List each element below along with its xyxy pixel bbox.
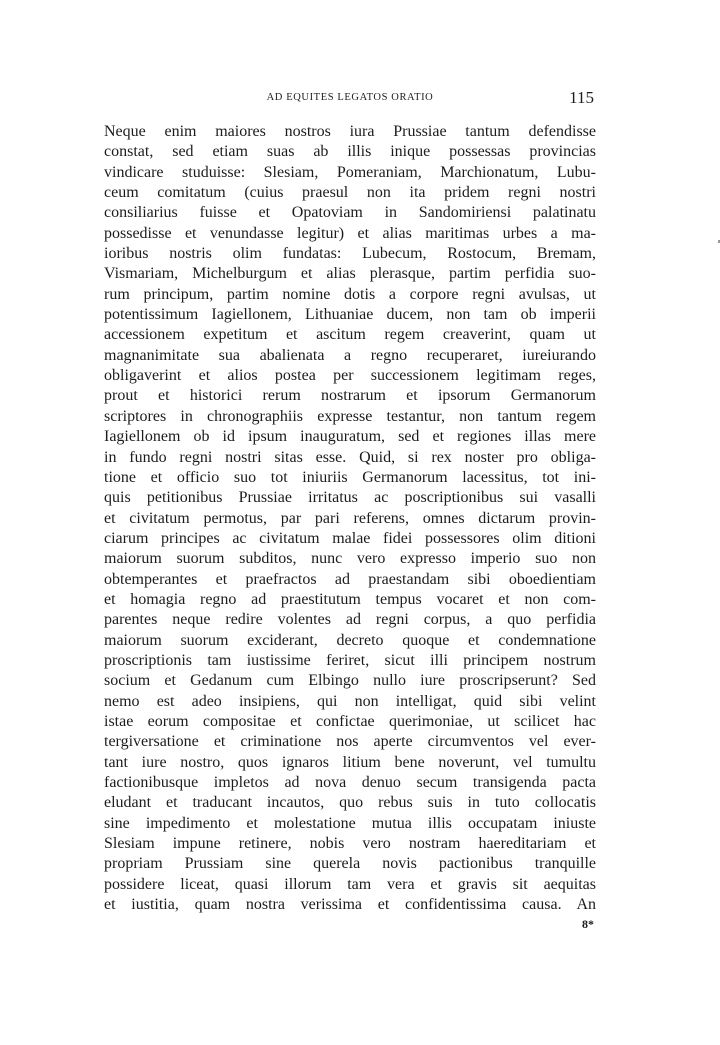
text-line: constat, sed etiam suas ab illis inique possessas provincias	[104, 143, 596, 161]
text-line: scriptores in chronographiis expresse testantur, non tantum regem	[104, 407, 596, 425]
text-line: rum principum, partim nomine dotis a corpore regni avulsas, ut	[104, 285, 596, 303]
text-line: ceum comitatum (cuius praesul non ita pridem regni nostri	[104, 184, 596, 202]
text-line: eludant et traducant incautos, quo rebus suis in tuto collocatis	[104, 794, 596, 812]
text-line: maiorum suorum subditos, nunc vero expresso imperio suo non	[104, 550, 596, 568]
text-line: magnanimitate sua abalienata a regno recuperaret, iureiurando	[104, 346, 596, 364]
text-line: et iustitia, quam nostra verissima et confidentissima causa. An	[104, 896, 596, 914]
text-line: et civitatum permotus, par pari referens, omnes dictarum provin-	[104, 509, 596, 527]
text-line: consiliarius fuisse et Opatoviam in Sandomiriensi palatinatu	[104, 204, 596, 222]
text-line: Iagiellonem ob id ipsum inauguratum, sed et regiones illas mere	[104, 428, 596, 446]
page-number: 115	[569, 88, 594, 107]
text-line: maiorum suorum exciderant, decreto quoque et condemnatione	[104, 631, 596, 649]
text-line: possedisse et venundasse legitur) et alias maritimas urbes a ma-	[104, 224, 596, 242]
running-title: AD EQUITES LEGATOS ORATIO	[266, 92, 434, 103]
text-line: Slesiam impune retinere, nobis vero nostram haereditariam et	[104, 835, 596, 853]
text-line: tione et officio suo tot iniuriis Germanorum lacessitus, tot ini-	[104, 468, 596, 486]
text-line: quis petitionibus Prussiae irritatus ac poscriptionibus sui vasalli	[104, 489, 596, 507]
text-line: sine impedimento et molestatione mutua illis occupatam iniuste	[104, 814, 596, 832]
text-line: proscriptionis tam iustissime feriret, sicut illi principem nostrum	[104, 651, 596, 669]
text-line: accessionem expetitum et ascitum regem creaverint, quam ut	[104, 326, 596, 344]
text-line: Neque enim maiores nostros iura Prussiae tantum defendisse	[104, 123, 596, 140]
text-line: ciarum principes ac civitatum malae fidei possessores olim ditioni	[104, 529, 596, 547]
text-line: tant iure nostro, quos ignaros litium bene noverunt, vel tumultu	[104, 753, 596, 771]
signature-mark: 8*	[582, 917, 594, 931]
text-line: potentissimum Iagiellonem, Lithuaniae ducem, non tam ob imperii	[104, 306, 596, 324]
text-line: et homagia regno ad praestitutum tempus vocaret et non com-	[104, 590, 596, 608]
text-line: socium et Gedanum cum Elbingo nullo iure proscripserunt? Sed	[104, 672, 596, 690]
text-line: prout et historici rerum nostrarum et ipsorum Germanorum	[104, 387, 596, 405]
text-line: ioribus nostris olim fundatas: Lubecum, Rostocum, Bremam,	[104, 245, 596, 263]
text-line: tergiversatione et criminatione nos aperte circumventos vel ever-	[104, 733, 596, 751]
text-line: propriam Prussiam sine querela novis pactionibus tranquille	[104, 855, 596, 873]
text-line: nemo est adeo insipiens, qui non intelligat, quid sibi velint	[104, 692, 596, 710]
body-text	[104, 122, 596, 915]
text-line: obtemperantes et praefractos ad praestandam sibi oboedientiam	[104, 570, 596, 588]
running-head	[104, 88, 596, 108]
text-line: obligaverint et alios postea per successionem legitimam reges,	[104, 367, 596, 385]
text-line: istae eorum compositae et confictae querimoniae, ut scilicet hac	[104, 712, 596, 730]
text-line: in fundo regni nostri sitas esse. Quid, si rex noster pro obliga-	[104, 448, 596, 466]
text-line: possidere liceat, quasi illorum tam vera et gravis sit aequitas	[104, 875, 596, 893]
text-line: parentes neque redire volentes ad regni corpus, a quo perfidia	[104, 611, 596, 629]
text-line: factionibusque impletos ad nova denuo secum transigenda pacta	[104, 774, 596, 791]
text-line: Vismariam, Michelburgum et alias plerasque, partim perfidia suo-	[104, 265, 596, 283]
text-line: vindicare studuisse: Slesiam, Pomeraniam, Marchionatum, Lubu-	[104, 163, 596, 181]
